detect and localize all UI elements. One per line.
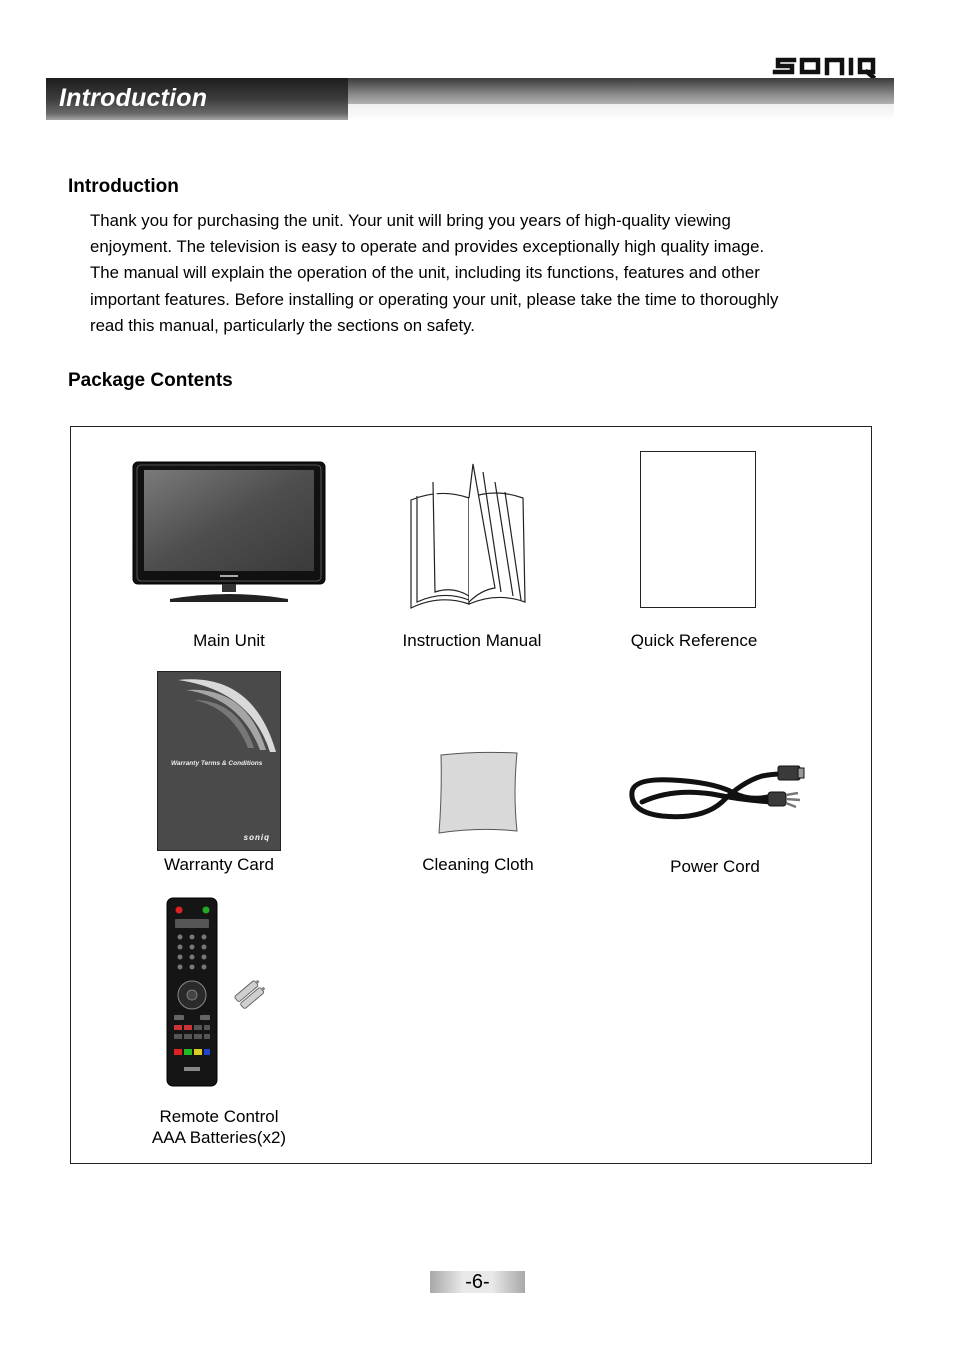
remote-control-illustration (166, 897, 218, 1087)
label-quick-reference: Quick Reference (630, 631, 758, 650)
cleaning-cloth-illustration (433, 749, 521, 835)
introduction-heading: Introduction (68, 176, 179, 197)
header-fade (348, 104, 894, 120)
warranty-card-logo: soniq (243, 833, 270, 842)
label-power-cord: Power Cord (670, 857, 760, 876)
label-main-unit: Main Unit (193, 631, 265, 650)
introduction-paragraph (90, 208, 850, 339)
power-cord-illustration (622, 762, 806, 824)
quick-reference-illustration (640, 451, 756, 608)
label-instruction-manual: Instruction Manual (402, 631, 542, 650)
tv-illustration (132, 461, 326, 603)
label-aaa-batteries: AAA Batteries(x2) (151, 1128, 287, 1147)
label-remote-control: Remote Control (159, 1107, 279, 1126)
intro-line: The manual will explain the operation of the unit, including its functions, features and other (90, 263, 760, 283)
label-warranty-card: Warranty Card (164, 855, 274, 874)
intro-line: read this manual, particularly the sections on safety. (90, 315, 475, 335)
intro-line: enjoyment. The television is easy to operate and provides exceptionally high quality image. (90, 237, 765, 257)
warranty-card-illustration (157, 671, 281, 851)
page-title: Introduction (59, 84, 208, 112)
package-contents-heading: Package Contents (68, 370, 233, 391)
intro-line: Thank you for purchasing the unit. Your unit will bring you years of high-quality viewing (90, 211, 731, 230)
warranty-card-title: Warranty Terms & Conditions (171, 760, 263, 767)
batteries-illustration (230, 978, 270, 1010)
label-cleaning-cloth: Cleaning Cloth (422, 855, 534, 874)
intro-line: important features. Before installing or operating your unit, please take the time to thoroughly (90, 289, 779, 309)
page-number: -6- (465, 1271, 490, 1293)
soniq-logo (772, 53, 876, 79)
manual-illustration (405, 462, 531, 612)
